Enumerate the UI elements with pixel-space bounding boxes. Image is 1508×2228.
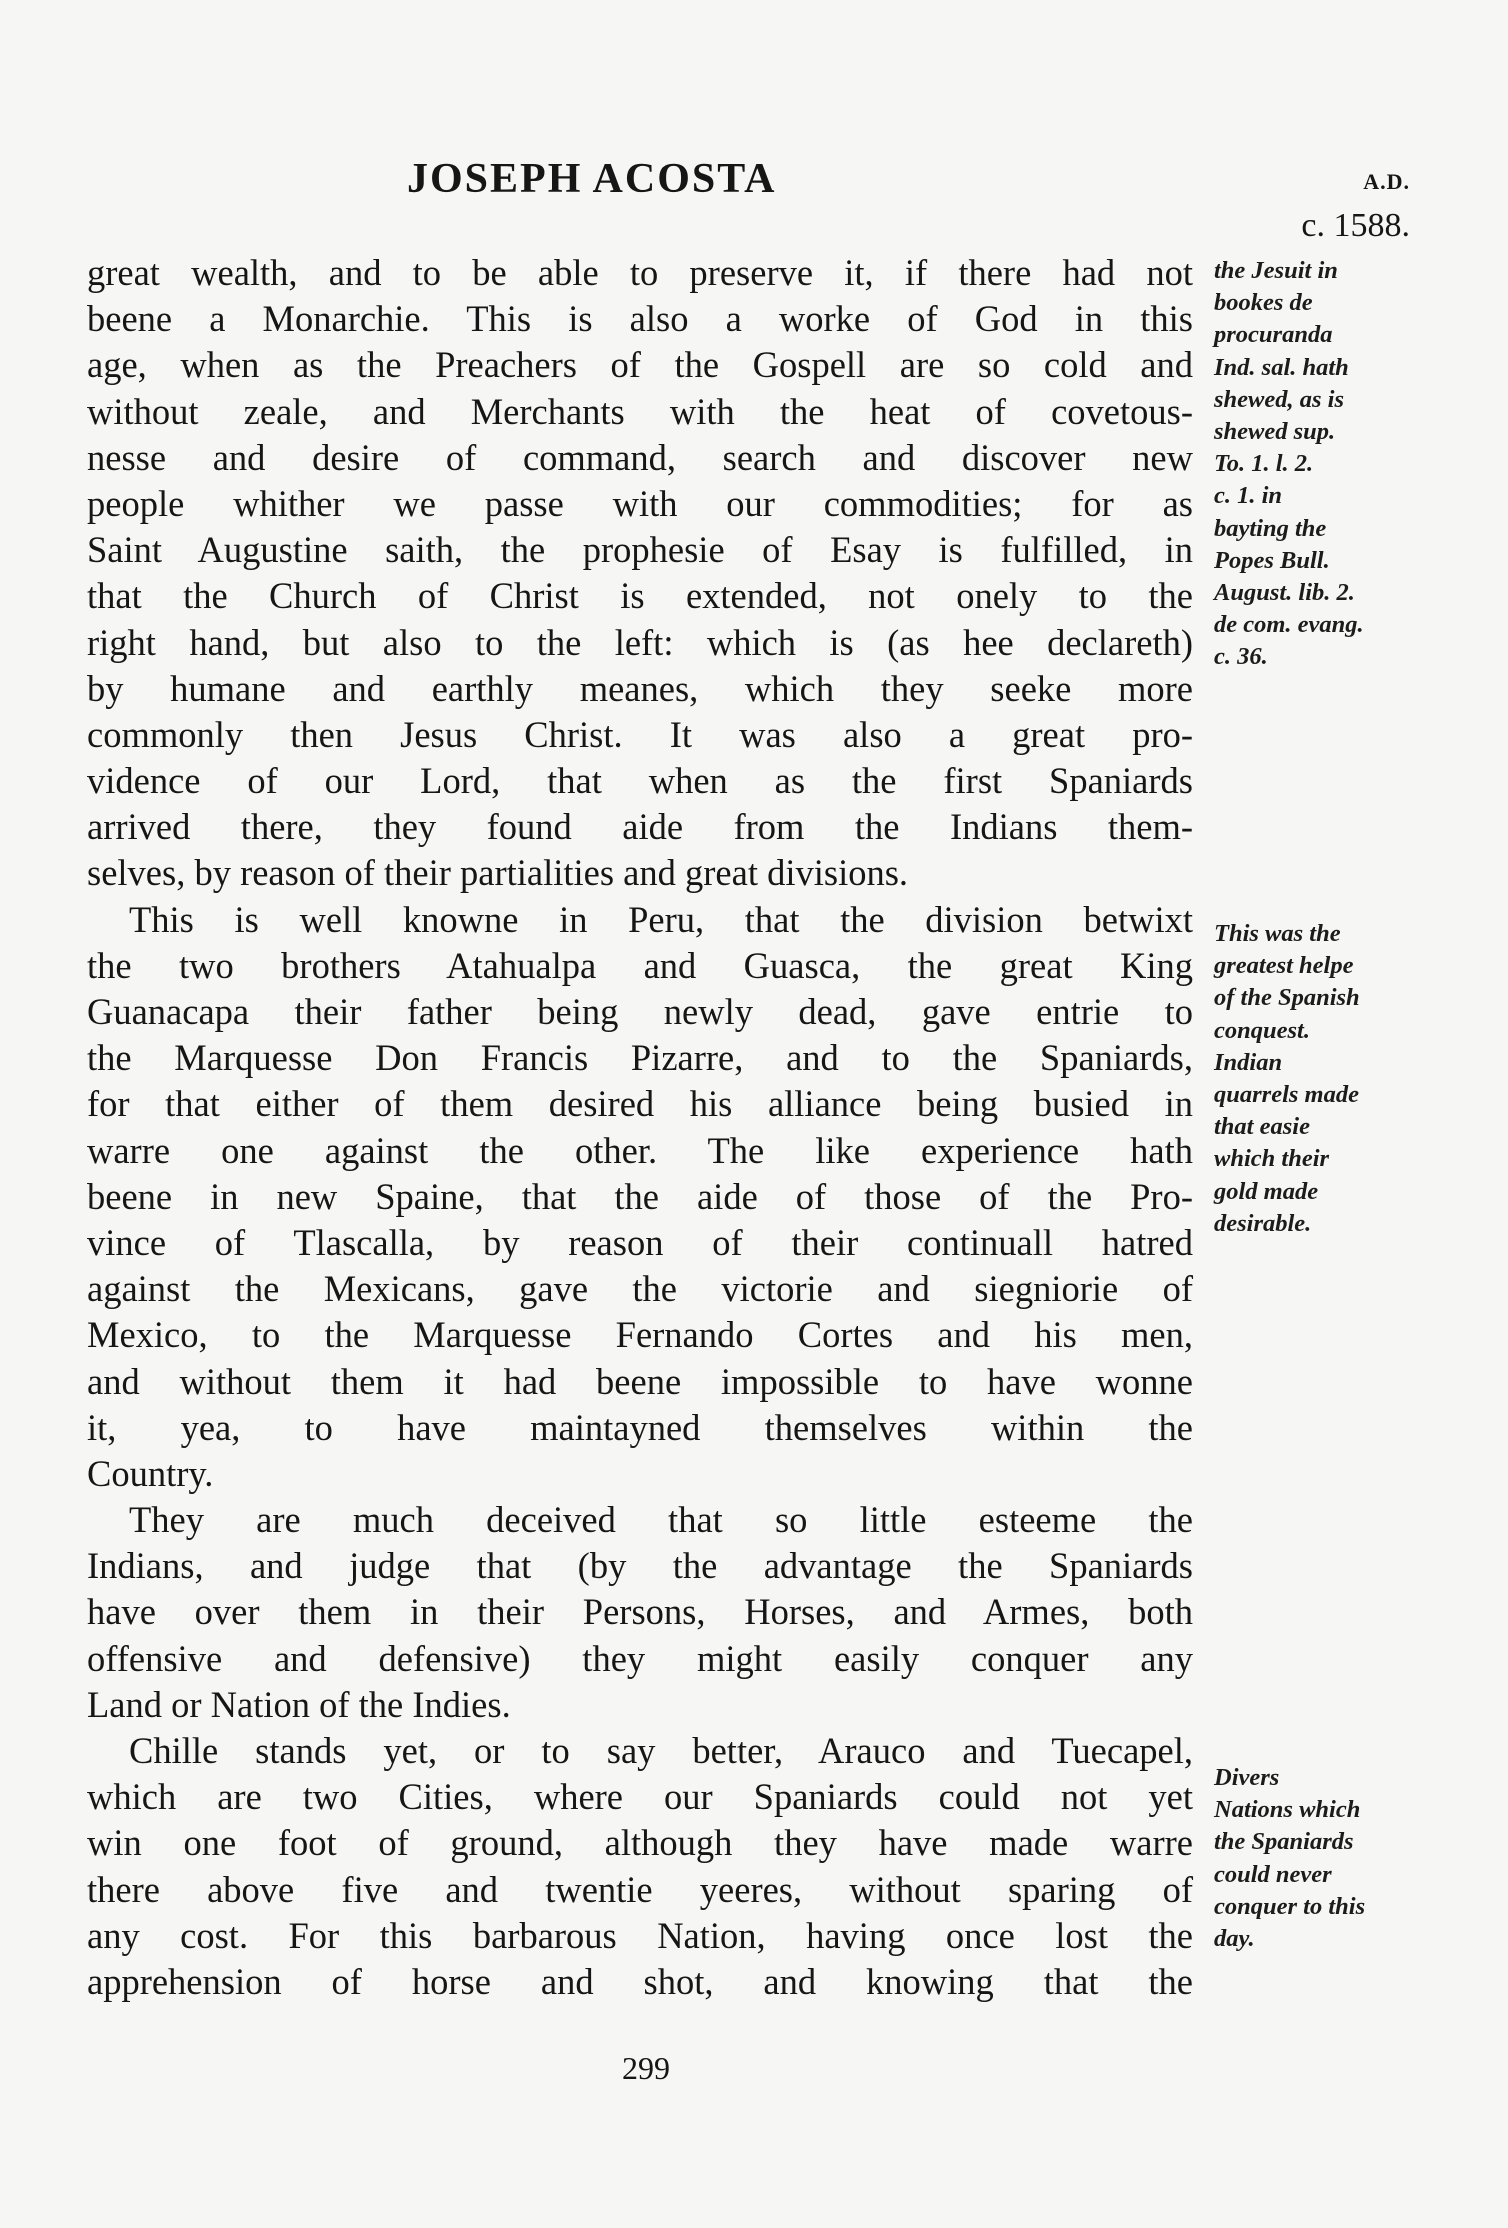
text-line: Saint Augustine saith, the prophesie of Esay is fulfilled, in [87,529,1193,571]
text-line: They are much deceived that so little esteeme the [129,1499,1193,1541]
text-line: beene a Monarchie. This is also a worke of God in this [87,298,1193,340]
text-line: win one foot of ground, although they have made warre [87,1822,1193,1864]
paragraph-2 [87,897,1193,1497]
text-line: there above five and twentie yeeres, without sparing of [87,1868,1193,1910]
note-line: Divers [1214,1764,1280,1791]
note-line: To. 1. l. 2. [1214,450,1314,478]
note-line: procuranda [1214,321,1333,349]
text-line: for that either of them desired his alliance being busied in [87,1083,1193,1125]
text-line: commonly then Jesus Christ. It was also a great pro- [87,713,1193,755]
text-line: that the Church of Christ is extended, not onely to the [87,575,1193,617]
page-number: 299 [622,2050,670,2086]
text-line: the two brothers Atahualpa and Guasca, the great King [87,944,1193,986]
text-line: offensive and defensive) they might easily conquer any [87,1637,1193,1679]
note-line: Indian [1214,1048,1283,1076]
note-line: the Spaniards [1214,1828,1354,1856]
year-label: c. 1588. [1301,207,1410,244]
note-line: which their [1214,1145,1330,1173]
note-line: Popes Bull. [1214,546,1330,574]
text-line: vidence of our Lord, that when as the first Spaniards [87,760,1193,802]
text-line: it, yea, to have maintayned themselves within the [87,1406,1193,1448]
text-line: Guanacapa their father being newly dead, gave entrie to [87,991,1193,1032]
note-line: could never [1214,1860,1332,1888]
marginal-note-2 [1214,918,1360,1240]
text-line: age, when as the Preachers of the Gospell are so cold and [87,344,1193,386]
text-line: Land or Nation of the Indies. [87,1683,511,1725]
text-line: Indians, and judge that (by the advantage the Spaniards [87,1545,1193,1587]
note-line: conquest. [1214,1016,1310,1044]
note-line: conquer to this [1214,1892,1366,1920]
running-head-title: JOSEPH ACOSTA [407,156,777,202]
text-line: by humane and earthly meanes, which they seeke more [87,667,1193,709]
text-line: Mexico, to the Marquesse Fernando Cortes and his men, [87,1314,1193,1356]
note-line: c. 1. in [1214,482,1283,510]
text-line: people whither we passe with our commodities; for as [87,482,1193,524]
text-line: without zeale, and Merchants with the heat of covetous- [87,390,1193,432]
note-line: shewed sup. [1214,417,1336,445]
text-line: Chille stands yet, or to say better, Arauco and Tuecapel, [129,1730,1193,1771]
text-line: Country. [87,1452,214,1494]
text-line: which are two Cities, where our Spaniards could not yet [87,1776,1193,1818]
text-line: arrived there, they found aide from the Indians them- [87,806,1193,848]
note-line: de com. evang. [1214,611,1364,639]
note-line: bookes de [1214,289,1313,317]
note-line: day. [1214,1924,1255,1952]
note-line: bayting the [1214,514,1327,542]
text-line: right hand, but also to the left: which is (as hee declareth) [87,621,1193,663]
note-line: Nations which [1214,1796,1361,1824]
note-line: greatest helpe [1214,952,1354,980]
text-line: and without them it had beene impossible to have wonne [87,1360,1193,1402]
paragraph-1 [87,250,1193,897]
era-label: A.D. [1363,169,1410,194]
note-line: This was the [1214,920,1341,947]
text-line: selves, by reason of their partialities and great divisions. [87,852,909,894]
text-line: nesse and desire of command, search and discover new [87,436,1193,478]
note-line: shewed, as is [1214,385,1345,413]
note-line: quarrels made [1214,1080,1359,1108]
paragraph-4 [87,1728,1193,2005]
text-line: apprehension of horse and shot, and knowing that the [87,1960,1193,2002]
text-line: This is well knowne in Peru, that the division betwixt [129,898,1193,940]
text-line: great wealth, and to be able to preserve it, if there had not [87,252,1193,293]
note-line: that easie [1214,1113,1310,1141]
note-line: c. 36. [1214,643,1268,671]
note-line: Ind. sal. hath [1214,353,1349,381]
note-line: gold made [1214,1177,1319,1205]
note-line: of the Spanish [1214,984,1360,1012]
marginal-note-3 [1214,1762,1365,1955]
text-line: have over them in their Persons, Horses, and Armes, both [87,1591,1193,1633]
text-line: any cost. For this barbarous Nation, having once lost the [87,1914,1193,1956]
note-line: desirable. [1214,1209,1312,1237]
marginal-note-1 [1214,255,1364,673]
text-line: warre one against the other. The like experience hath [87,1129,1193,1171]
text-line: against the Mexicans, gave the victorie and siegniorie of [87,1268,1193,1310]
main-text [87,250,1193,2005]
note-line: August. lib. 2. [1214,578,1355,606]
paragraph-3 [87,1497,1193,1728]
running-head-date [1268,160,1410,248]
text-line: the Marquesse Don Francis Pizarre, and to the Spaniards, [87,1037,1193,1079]
text-line: vince of Tlascalla, by reason of their continuall hatred [87,1221,1193,1263]
text-line: beene in new Spaine, that the aide of those of the Pro- [87,1175,1193,1217]
note-line: the Jesuit in [1214,257,1338,284]
